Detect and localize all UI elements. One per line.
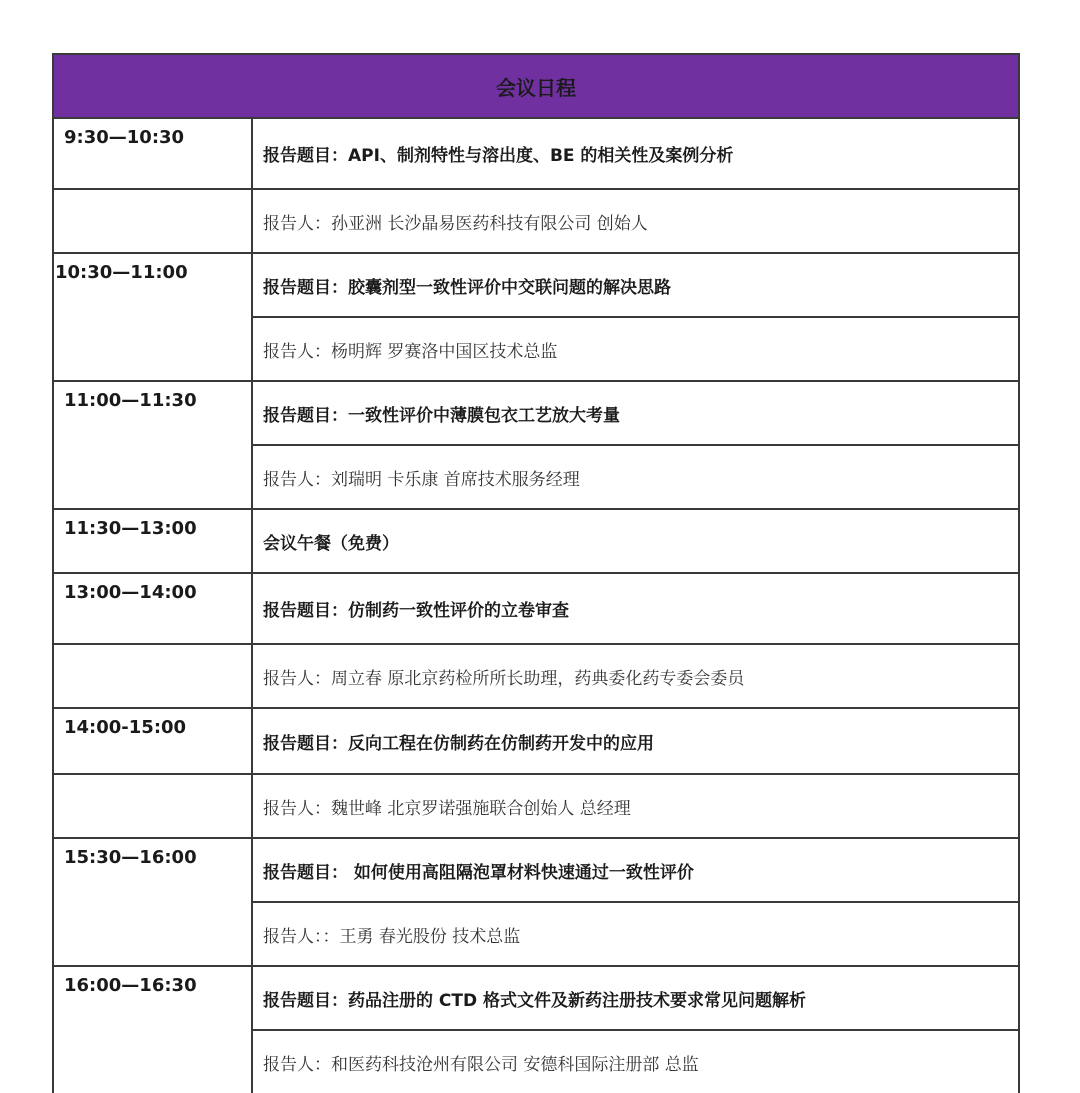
time-cell: [54, 775, 253, 837]
talk-title: 报告题目：药品注册的 CTD 格式文件及新药注册技术要求常见问题解析: [253, 967, 1018, 1031]
content-cell: [253, 382, 1018, 508]
table-row: [54, 775, 1018, 839]
schedule-table: [52, 53, 1020, 1093]
table-row: [54, 190, 1018, 254]
table-row: [54, 574, 1018, 645]
talk-title: 报告题目：一致性评价中薄膜包衣工艺放大考量: [253, 382, 1018, 446]
table-row: [54, 254, 1018, 382]
content-cell: [253, 775, 1018, 837]
content-cell: [253, 709, 1018, 773]
table-row: [54, 119, 1018, 190]
speaker-line: 报告人：孙亚洲 长沙晶易医药科技有限公司 创始人: [263, 213, 648, 234]
time-cell: 13:00—14:00: [54, 574, 253, 643]
content-cell: [253, 254, 1018, 380]
time-cell: [54, 645, 253, 707]
time-cell: 10:30—11:00: [54, 254, 253, 380]
speaker-line: 报告人：魏世峰 北京罗诺强施联合创始人 总经理: [263, 798, 631, 819]
content-cell: [253, 645, 1018, 707]
table-row: [54, 839, 1018, 967]
speaker-line: 报告人：周立春 原北京药检所所长助理，药典委化药专委会委员: [263, 668, 745, 689]
schedule-title: 会议日程: [54, 55, 1018, 119]
time-cell: 15:30—16:00: [54, 839, 253, 965]
speaker-line: 报告人：杨明辉 罗赛洛中国区技术总监: [263, 341, 558, 362]
time-cell: 16:00—16:30: [54, 967, 253, 1093]
talk-title: 报告题目：仿制药一致性评价的立卷审查: [263, 601, 569, 621]
content-cell: [253, 967, 1018, 1093]
talk-title: 报告题目：API、制剂特性与溶出度、BE 的相关性及案例分析: [263, 146, 734, 166]
time-cell: 9:30—10:30: [54, 119, 253, 188]
speaker-line: 报告人：刘瑞明 卡乐康 首席技术服务经理: [263, 469, 580, 490]
talk-title: 报告题目：胶囊剂型一致性评价中交联问题的解决思路: [253, 254, 1018, 318]
table-row: [54, 967, 1018, 1093]
talk-title: 报告题目： 如何使用高阻隔泡罩材料快速通过一致性评价: [253, 839, 1018, 903]
content-cell: [253, 510, 1018, 572]
content-cell: [253, 190, 1018, 252]
time-cell: 11:00—11:30: [54, 382, 253, 508]
time-cell: 14:00-15:00: [54, 709, 253, 773]
table-row: [54, 645, 1018, 709]
table-row: [54, 510, 1018, 574]
talk-title: 报告题目：反向工程在仿制药在仿制药开发中的应用: [263, 733, 654, 754]
speaker-line: 报告人：：王勇 春光股份 技术总监: [263, 926, 521, 947]
table-row: [54, 382, 1018, 510]
speaker-line: 报告人：和医药科技沧州有限公司 安德科国际注册部 总监: [263, 1054, 699, 1075]
time-cell: 11:30—13:00: [54, 510, 253, 572]
lunch-line: 会议午餐（免费）: [263, 533, 399, 554]
content-cell: [253, 574, 1018, 643]
table-row: [54, 709, 1018, 775]
content-cell: [253, 839, 1018, 965]
time-cell: [54, 190, 253, 252]
content-cell: [253, 119, 1018, 188]
